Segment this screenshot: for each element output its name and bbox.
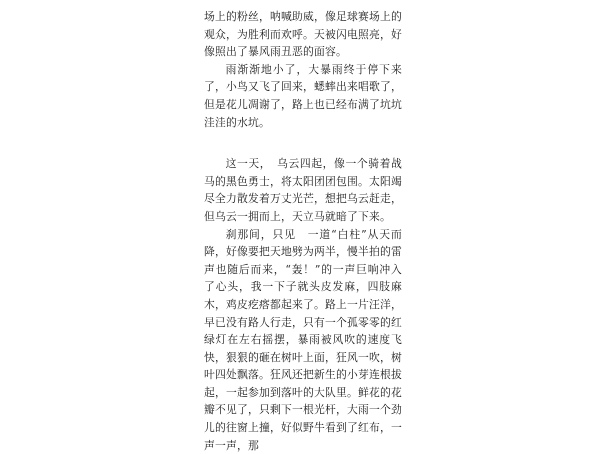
- paragraph-2: 雨渐渐地小了，大暴雨终于停下来了，小鸟又飞了回来，蟋蟀出来唱歌了，但是花儿凋谢了，路上也已经布满了坑坑洼洼的水坑。: [204, 62, 402, 129]
- text-column: [204, 8, 402, 454]
- paragraph-3: 这一天， 乌云四起，像一个骑着战马的黑色勇士，将太阳团团包围。太阳竭尽全力散发着万丈光芒，想把乌云赶走，但乌云一拥而上，天立马就暗了下来。: [204, 157, 402, 223]
- section-gap: [204, 131, 402, 155]
- paragraph-1: 场上的粉丝，呐喊助威，像足球赛场上的观众，为胜利而欢呼。天被闪电照亮，好像照出了暴风雨丑恶的面容。: [204, 10, 402, 59]
- paragraph-4: 刹那间，只见 一道“白柱”从天而降，好像要把天地劈为两半，慢半拍的雷声也随后而来，“轰！”的一声巨响冲入了心头，我一下子就头皮发麻，四肢麻木，鸡皮疙瘩都起来了。路上一片汪洋，早已没有路人行走，只有一个孤零零的红绿灯在左右摇摆，暴雨被风吹的速度飞快，狠狠的砸在树叶上面，狂风一吹，树叶四处飘落。狂风还把新生的小芽连根拔起，一起参加到落叶的大队里。鲜花的花瓣不见了，只剩下一根光杆，大雨一个劲儿的往窗上撞，好似野牛看到了红布，一声一声，那: [204, 227, 402, 452]
